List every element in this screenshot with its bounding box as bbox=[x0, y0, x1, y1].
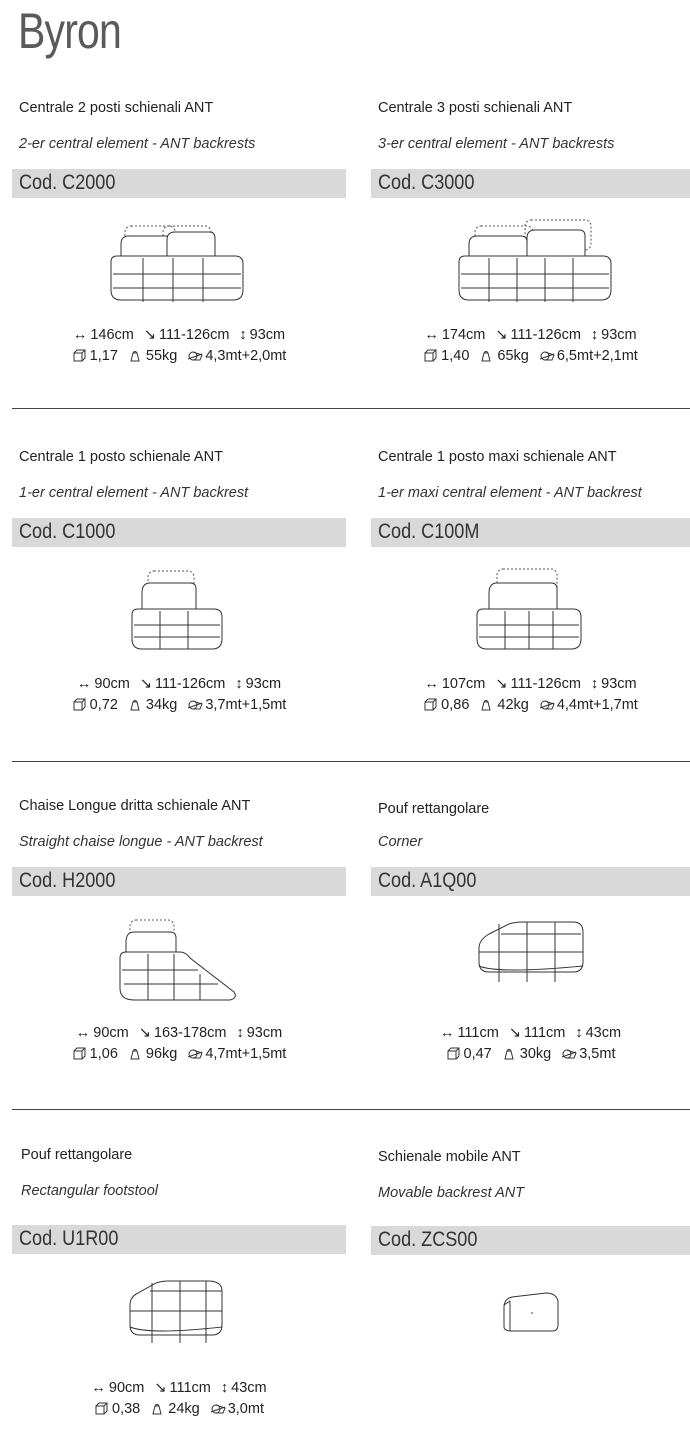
section-divider bbox=[12, 761, 690, 762]
fabric-roll-icon bbox=[539, 698, 554, 711]
sofa-drawing bbox=[371, 563, 690, 663]
width-arrow-icon: ↔ bbox=[75, 1024, 91, 1041]
product-name-it: Centrale 3 posti schienali ANT bbox=[378, 100, 573, 116]
volume-box-icon bbox=[72, 698, 87, 711]
height-value: 43cm bbox=[231, 1379, 267, 1396]
volume-value: 0,38 bbox=[112, 1400, 141, 1417]
depth-arrow-icon: ↘ bbox=[495, 326, 508, 343]
product-card bbox=[12, 100, 346, 390]
depth-value: 111-126cm bbox=[159, 326, 230, 343]
product-code: Cod. ZCS00 bbox=[378, 1228, 478, 1251]
three-seat-sofa-icon bbox=[441, 214, 621, 314]
depth-value: 111-126cm bbox=[510, 675, 581, 692]
sofa-drawing bbox=[371, 1289, 690, 1349]
product-specs bbox=[12, 1022, 346, 1064]
fabric-roll-icon bbox=[187, 1047, 202, 1060]
volume-value: 0,72 bbox=[89, 696, 118, 713]
volume-value: 1,17 bbox=[89, 347, 118, 364]
width-arrow-icon: ↔ bbox=[76, 675, 92, 692]
code-bar bbox=[371, 867, 690, 896]
product-card bbox=[371, 100, 690, 390]
height-arrow-icon: ↕ bbox=[236, 1024, 244, 1041]
product-name-en: 1-er maxi central element - ANT backrest bbox=[378, 485, 642, 501]
width-value: 111cm bbox=[457, 1024, 499, 1041]
depth-value: 111-126cm bbox=[510, 326, 581, 343]
depth-value: 111cm bbox=[523, 1024, 566, 1041]
product-name-en: Straight chaise longue - ANT backrest bbox=[19, 834, 263, 850]
brand-title: Byron bbox=[18, 3, 122, 59]
weight-icon bbox=[128, 698, 143, 711]
fabric-roll-icon bbox=[187, 698, 202, 711]
product-code: Cod. C3000 bbox=[378, 171, 475, 194]
product-name-it: Centrale 1 posto schienale ANT bbox=[19, 449, 223, 465]
code-bar bbox=[371, 169, 690, 198]
weight-icon bbox=[128, 349, 143, 362]
weight-value: 65kg bbox=[497, 347, 529, 364]
product-name-it: Schienale mobile ANT bbox=[378, 1149, 521, 1165]
two-seat-sofa-icon bbox=[99, 214, 259, 314]
volume-box-icon bbox=[446, 1047, 461, 1060]
product-name-it: Chaise Longue dritta schienale ANT bbox=[19, 798, 251, 814]
weight-value: 24kg bbox=[168, 1400, 200, 1417]
weight-icon bbox=[150, 1402, 165, 1415]
product-card bbox=[371, 798, 690, 1088]
sofa-drawing bbox=[12, 214, 346, 314]
sofa-drawing bbox=[371, 214, 690, 314]
volume-box-icon bbox=[72, 1047, 87, 1060]
weight-icon bbox=[479, 698, 494, 711]
weight-value: 96kg bbox=[145, 1045, 178, 1062]
height-arrow-icon: ↕ bbox=[235, 675, 243, 692]
product-code: Cod. C2000 bbox=[19, 171, 116, 194]
product-name-en: Corner bbox=[378, 834, 423, 850]
weight-value: 42kg bbox=[497, 696, 529, 713]
volume-box-icon bbox=[423, 349, 438, 362]
code-bar bbox=[12, 1225, 346, 1254]
width-arrow-icon: ↔ bbox=[424, 675, 439, 692]
width-arrow-icon: ↔ bbox=[439, 1024, 455, 1041]
height-arrow-icon: ↕ bbox=[575, 1024, 583, 1041]
weight-value: 34kg bbox=[145, 696, 178, 713]
volume-box-icon bbox=[94, 1402, 109, 1415]
code-bar bbox=[371, 518, 690, 547]
depth-arrow-icon: ↘ bbox=[508, 1024, 521, 1041]
fabric-roll-icon bbox=[561, 1047, 576, 1060]
fabric-value: 4,3mt+2,0mt bbox=[205, 347, 287, 364]
height-value: 93cm bbox=[601, 326, 637, 343]
fabric-value: 4,7mt+1,5mt bbox=[205, 1045, 287, 1062]
width-value: 90cm bbox=[93, 1024, 129, 1041]
code-bar bbox=[371, 1226, 690, 1255]
one-seat-sofa-icon bbox=[124, 563, 234, 663]
fabric-roll-icon bbox=[210, 1402, 225, 1415]
product-card bbox=[371, 1147, 690, 1427]
sofa-drawing bbox=[371, 912, 690, 1012]
product-name-en: 2-er central element - ANT backrests bbox=[19, 136, 256, 152]
width-arrow-icon: ↔ bbox=[424, 326, 439, 343]
width-value: 90cm bbox=[108, 1379, 145, 1396]
product-specs bbox=[12, 1377, 346, 1419]
product-code: Cod. U1R00 bbox=[19, 1227, 119, 1250]
depth-arrow-icon: ↘ bbox=[154, 1379, 167, 1396]
product-specs bbox=[12, 673, 346, 715]
product-code: Cod. A1Q00 bbox=[378, 869, 477, 892]
product-name-it: Pouf rettangolare bbox=[21, 1147, 133, 1163]
weight-icon bbox=[479, 349, 494, 362]
product-name-en: Movable backrest ANT bbox=[378, 1185, 525, 1201]
height-value: 93cm bbox=[245, 675, 282, 692]
product-name-en: 3-er central element - ANT backrests bbox=[378, 136, 615, 152]
sofa-drawing bbox=[12, 912, 346, 1012]
product-card bbox=[12, 449, 346, 739]
product-specs bbox=[371, 673, 690, 715]
rectangular-pouf-icon bbox=[124, 1275, 234, 1355]
fabric-roll-icon bbox=[187, 349, 202, 362]
depth-arrow-icon: ↘ bbox=[138, 1024, 151, 1041]
depth-arrow-icon: ↘ bbox=[139, 675, 152, 692]
weight-value: 55kg bbox=[145, 347, 178, 364]
weight-icon bbox=[128, 1047, 143, 1060]
height-value: 93cm bbox=[601, 675, 637, 692]
section-divider bbox=[12, 1109, 690, 1110]
volume-box-icon bbox=[72, 349, 87, 362]
fabric-value: 3,0mt bbox=[227, 1400, 264, 1417]
code-bar bbox=[12, 518, 346, 547]
product-card bbox=[12, 798, 346, 1088]
depth-value: 111cm bbox=[169, 1379, 211, 1396]
product-specs bbox=[371, 1022, 690, 1064]
height-arrow-icon: ↕ bbox=[220, 1379, 229, 1396]
height-arrow-icon: ↕ bbox=[590, 675, 599, 692]
height-arrow-icon: ↕ bbox=[239, 326, 247, 343]
product-specs bbox=[371, 324, 690, 366]
volume-box-icon bbox=[423, 698, 438, 711]
product-name-en: Rectangular footstool bbox=[21, 1183, 159, 1199]
product-card bbox=[371, 449, 690, 739]
product-code: Cod. C1000 bbox=[19, 520, 116, 543]
product-card bbox=[12, 1147, 346, 1427]
volume-value: 0,86 bbox=[441, 696, 470, 713]
volume-value: 0,47 bbox=[463, 1045, 492, 1062]
code-bar bbox=[12, 169, 346, 198]
volume-value: 1,06 bbox=[89, 1045, 118, 1062]
movable-backrest-icon bbox=[496, 1289, 566, 1339]
product-code: Cod. H2000 bbox=[19, 869, 116, 892]
width-value: 174cm bbox=[441, 326, 486, 343]
width-arrow-icon: ↔ bbox=[72, 326, 88, 343]
depth-value: 111-126cm bbox=[155, 675, 226, 692]
weight-icon bbox=[502, 1047, 517, 1060]
product-code: Cod. C100M bbox=[378, 520, 480, 543]
volume-value: 1,40 bbox=[441, 347, 470, 364]
depth-arrow-icon: ↘ bbox=[495, 675, 508, 692]
fabric-value: 3,5mt bbox=[579, 1045, 616, 1062]
width-value: 90cm bbox=[94, 675, 130, 692]
height-value: 43cm bbox=[585, 1024, 622, 1041]
depth-arrow-icon: ↘ bbox=[143, 326, 157, 343]
fabric-value: 6,5mt+2,1mt bbox=[556, 347, 638, 364]
sofa-drawing bbox=[12, 1275, 346, 1361]
code-bar bbox=[12, 867, 346, 896]
width-value: 107cm bbox=[441, 675, 486, 692]
product-name-it: Centrale 2 posti schienali ANT bbox=[19, 100, 214, 116]
width-arrow-icon: ↔ bbox=[91, 1379, 106, 1396]
height-value: 93cm bbox=[249, 326, 286, 343]
sofa-drawing bbox=[12, 563, 346, 663]
height-arrow-icon: ↕ bbox=[590, 326, 599, 343]
fabric-roll-icon bbox=[539, 349, 554, 362]
width-value: 146cm bbox=[90, 326, 134, 343]
fabric-value: 3,7mt+1,5mt bbox=[205, 696, 287, 713]
section-divider bbox=[12, 408, 690, 409]
product-specs bbox=[12, 324, 346, 366]
depth-value: 163-178cm bbox=[153, 1024, 227, 1041]
fabric-value: 4,4mt+1,7mt bbox=[556, 696, 638, 713]
square-pouf-icon bbox=[471, 912, 591, 1012]
height-value: 93cm bbox=[246, 1024, 283, 1041]
product-name-it: Centrale 1 posto maxi schienale ANT bbox=[378, 449, 617, 465]
one-seat-maxi-sofa-icon bbox=[471, 563, 591, 663]
weight-value: 30kg bbox=[519, 1045, 552, 1062]
chaise-longue-icon bbox=[114, 912, 244, 1012]
product-name-it: Pouf rettangolare bbox=[378, 801, 490, 817]
product-name-en: 1-er central element - ANT backrest bbox=[19, 485, 249, 501]
